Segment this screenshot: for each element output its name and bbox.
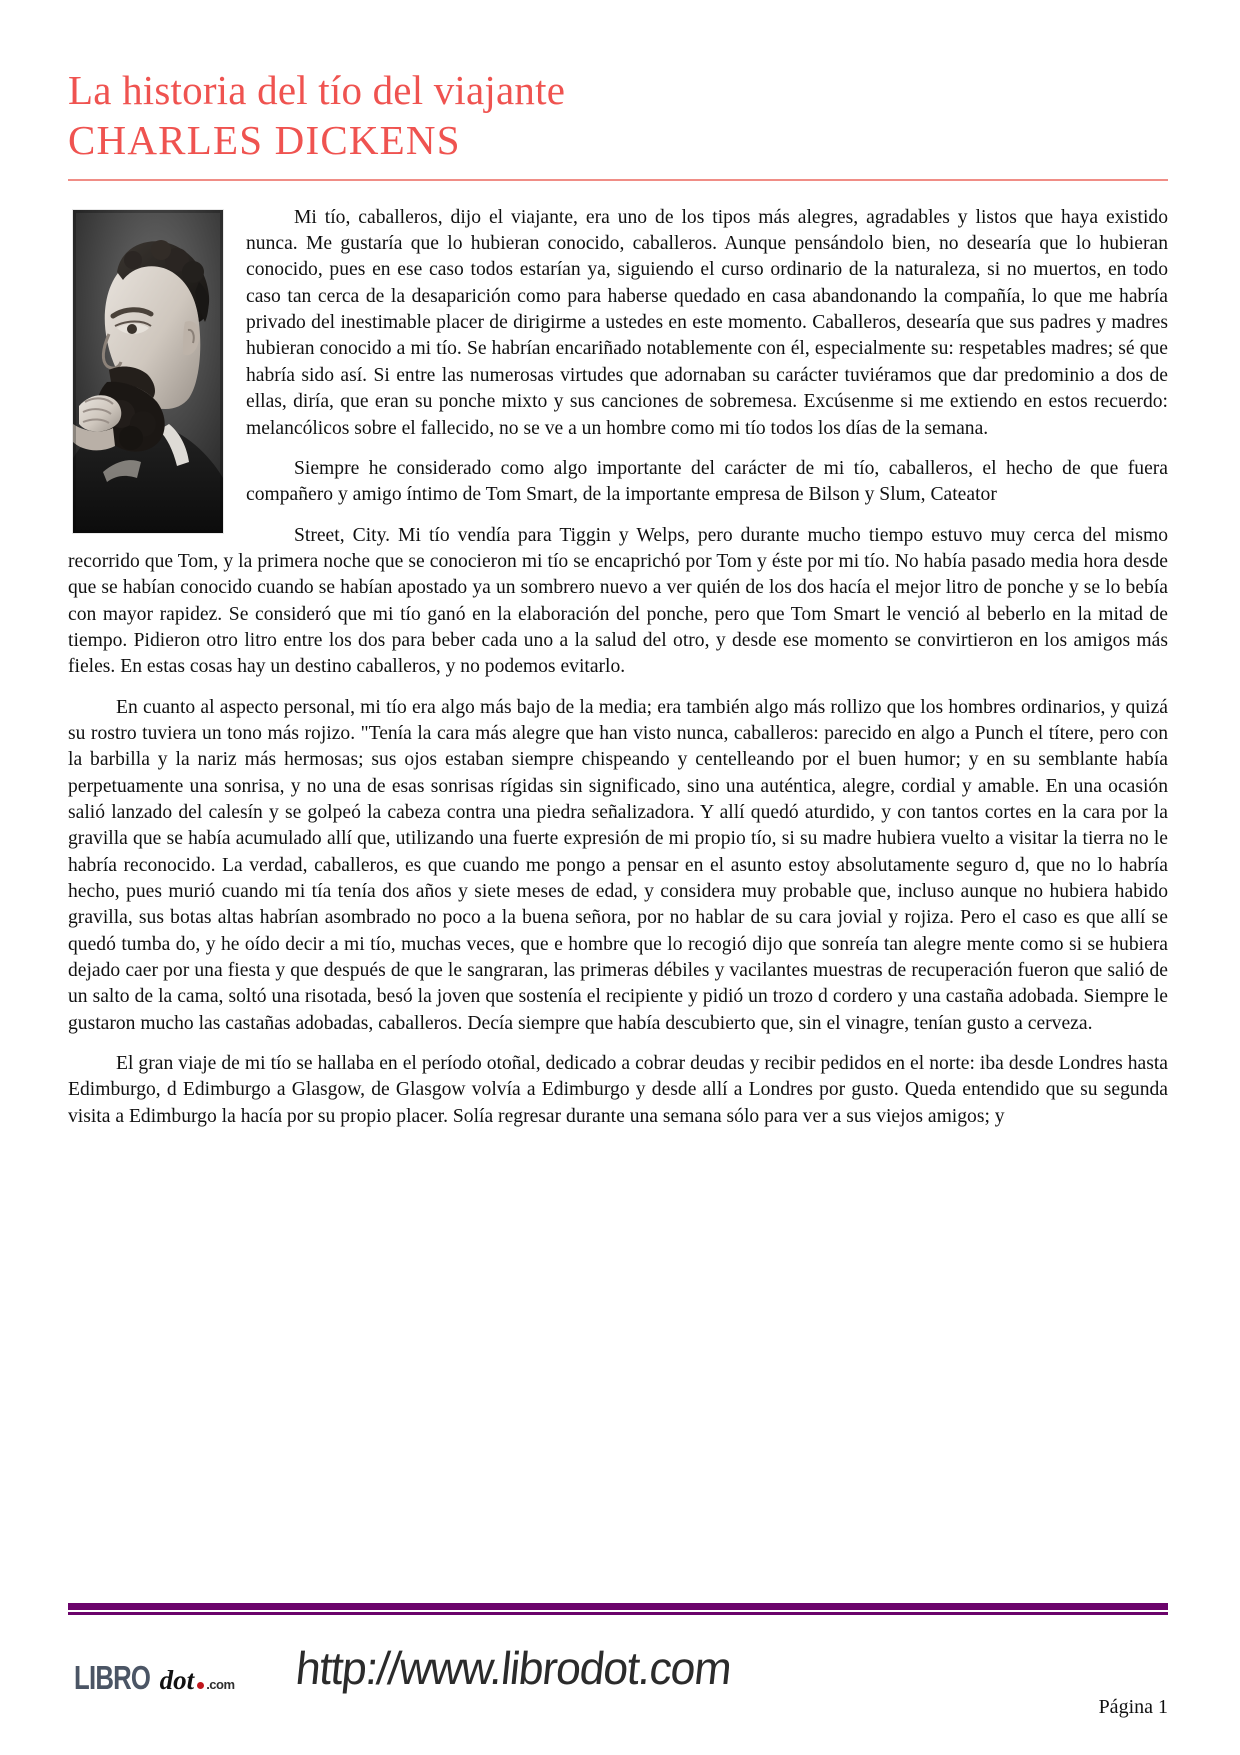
logo-dot-text: dot [159,1665,195,1695]
footer-content [68,1633,1168,1725]
title-divider [68,179,1168,181]
document-body [68,205,1168,1130]
logo-libro-text: LIBRO [74,1659,151,1696]
logo-com-text: .com [206,1677,235,1692]
paragraph: En cuanto al aspecto personal, mi tío era algo más bajo de la media; era también algo más rollizo que los hombres ordinarios, y quizá su rostro tuviera un tono más rojizo. "Tenía la cara más alegre que han visto nunca, caballeros: parecido en algo a Punch el títere, pero con la barbilla y la nariz más hermosas; sus ojos estaban siempre chispeando y centelleando por el buen humor; y en su semblante había perpetuamente una sonrisa, y no una de esas sonrisas rígidas sin significado, sino una auténtica, alegre, cordial y amable. En una ocasión salió lanzado del calesín y se golpeó la cabeza contra una piedra señalizadora. Y allí quedó aturdido, y con tantos cortes en la cara por la gravilla que se había acumulado allí que, utilizando una fuerte expresión de mi propio tío, si su madre hubiera vuelto a visitar la tierra no le habría reconocido. La verdad, caballeros, es que cuando me pongo a pensar en el asunto estoy absolutamente seguro d, que no lo habría hecho, pues murió cuando mi tía tenía dos años y siete meses de edad, y considera muy probable que, incluso aunque no hubiera habido gravilla, sus botas altas habrían asombrado no poco a la buena señora, por no hablar de su cara jovial y rojiza. Pero el caso es que allí se quedó tumba do, y he oído decir a mi tío, muchas veces, que e hombre que lo recogió dijo que sonreía tan alegre mente como si se hubiera dejado caer por una fiesta y que después de que le sangraran, las primeras débiles y vacilantes muestras de recuperación fueron que salió de un salto de la cama, soltó una risotada, besó la joven que sostenía el recipiente y pidió un trozo d cordero y una castaña adobada. Siempre le gustaron mucho las castañas adobadas, caballeros. Decía siempre que había descubierto que, sin el vinagre, tenían gusto a cerveza. [68,696,1168,1034]
website-url[interactable]: http://www.librodot.com [292,1642,733,1694]
document-author: CHARLES DICKENS [68,117,461,164]
title-block [68,56,1168,181]
author-portrait-image [72,209,224,534]
page-title: La historia del tío del viajante [68,67,566,113]
footer-divider-top [68,1603,1168,1610]
page-footer [68,1603,1168,1725]
librodot-logo [74,1659,235,1697]
page-number: Página 1 [1098,1696,1168,1718]
paragraph: Siempre he considerado como algo importante del carácter de mi tío, caballeros, el hecho de que fuera compañero y amigo íntimo de Tom Smart, de la importante empresa de Bilson y Slum, Cateator [246,457,1168,506]
red-dot-icon [197,1682,204,1689]
footer-divider-bottom [68,1612,1168,1615]
paragraph: Street, City. Mi tío vendía para Tiggin y Welps, pero durante mucho tiempo estuvo muy cerca del mismo recorrido que Tom, y la primera noche que se conocieron mi tío se encaprichó por Tom y éste por mi tío. No había pasado media hora desde que se habían conocido cuando se habían apostado ya un sombrero nuevo a ver quién de los dos hacía el mejor litro de ponche y se lo bebía con mayor rapidez. Se consideró que mi tío ganó en la elaboración del ponche, pero que Tom Smart le venció al beberlo en la mitad de tiempo. Pidieron otro litro entre los dos para beber cada uno a la salud del otro, y desde ese momento se convirtieron en los amigos más fieles. En estas cosas hay un destino caballeros, y no podemos evitarlo. [68,524,1168,678]
paragraph: Mi tío, caballeros, dijo el viajante, era uno de los tipos más alegres, agradables y listos que haya existido nunca. Me gustaría que lo hubieran conocido, caballeros. Aunque pensándolo bien, no desearía que lo hubieran conocido, pues en ese caso todos estarían ya, siguiendo el curso ordinario de la naturaleza, si no muertos, en todo caso tan cerca de la desaparición como para haberse quedado en casa abandonando la compañía, lo que me habría privado del inestimable placer de dirigirme a ustedes en este momento. Caballeros, desearía que sus padres y madres hubieran conocido a mi tío. Se habrían encariñado notablemente con él, especialmente su: respetables madres; sé que habría sido así. Si entre las numerosas virtudes que adornaban su carácter tuviéramos que dar predominio a dos de ellas, diría, que eran su ponche mixto y sus canciones de sobremesa. Excúsenme si me extiendo en estos recuerdo: melancólicos sobre el fallecido, no se ve a un hombre como mi tío todos los días de la semana. [246,206,1168,439]
paragraph: El gran viaje de mi tío se hallaba en el período otoñal, dedicado a cobrar deudas y recibir pedidos en el norte: iba desde Londres hasta Edimburgo, d Edimburgo a Glasgow, de Glasgow volvía a Edimburgo y desde allí a Londres por gusto. Queda entendido que su segunda visita a Edimburgo la hacía por su propio placer. Solía regresar durante una semana sólo para ver a sus viejos amigos; y [68,1053,1168,1127]
